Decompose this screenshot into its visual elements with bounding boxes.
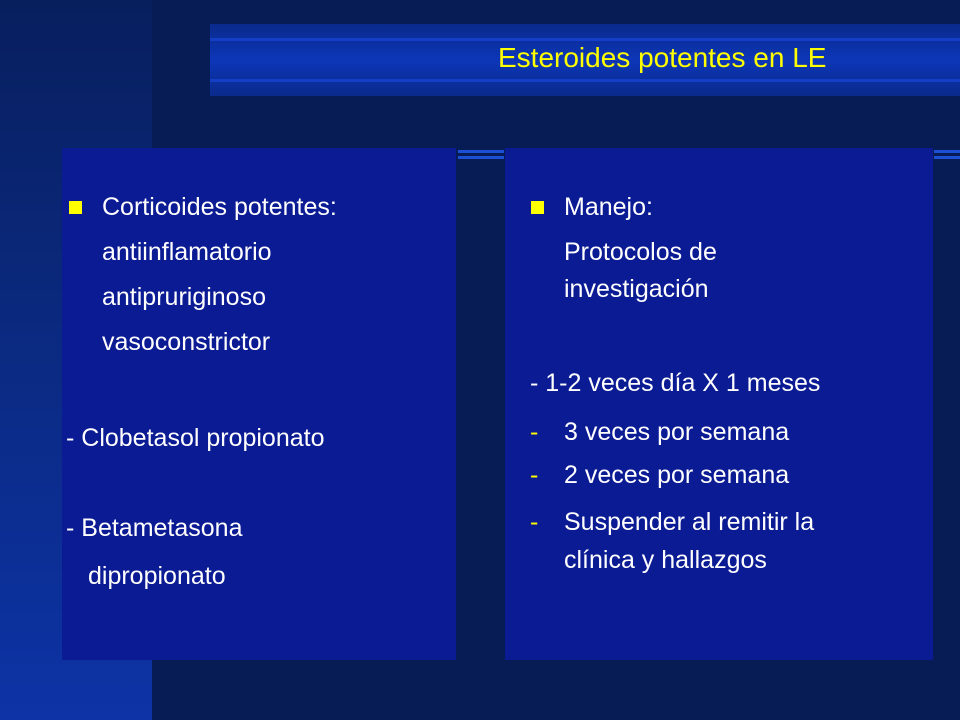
- schedule-item: - 1-2 veces día X 1 meses: [530, 369, 821, 397]
- property-item: antipruriginoso: [102, 283, 266, 311]
- property-item: antiinflamatorio: [102, 238, 272, 266]
- accent-line: [458, 150, 504, 153]
- schedule-item: 2 veces por semana: [564, 461, 790, 489]
- dash-marker: -: [530, 508, 539, 536]
- bullet-icon: [531, 201, 544, 214]
- accent-line: [934, 150, 960, 153]
- drug-item: - Clobetasol propionato: [66, 424, 325, 452]
- bullet-icon: [69, 201, 82, 214]
- accent-line: [458, 156, 504, 159]
- title-bar-line: [210, 38, 960, 41]
- slide-title: Esteroides potentes en LE: [498, 42, 827, 73]
- right-heading: Manejo:: [564, 193, 653, 221]
- protocol-text: Protocolos de: [564, 238, 717, 266]
- schedule-item-continuation: clínica y hallazgos: [564, 546, 767, 574]
- schedule-item: 3 veces por semana: [564, 418, 790, 446]
- right-panel: [505, 148, 933, 660]
- dash-marker: -: [530, 461, 539, 489]
- left-heading: Corticoides potentes:: [102, 193, 337, 221]
- schedule-item: Suspender al remitir la: [564, 508, 815, 536]
- property-item: vasoconstrictor: [102, 328, 271, 356]
- title-bar-line: [210, 79, 960, 82]
- drug-item-continuation: dipropionato: [88, 562, 226, 590]
- accent-line: [934, 156, 960, 159]
- dash-marker: -: [530, 418, 539, 446]
- drug-item: - Betametasona: [66, 514, 243, 542]
- protocol-text: investigación: [564, 275, 709, 303]
